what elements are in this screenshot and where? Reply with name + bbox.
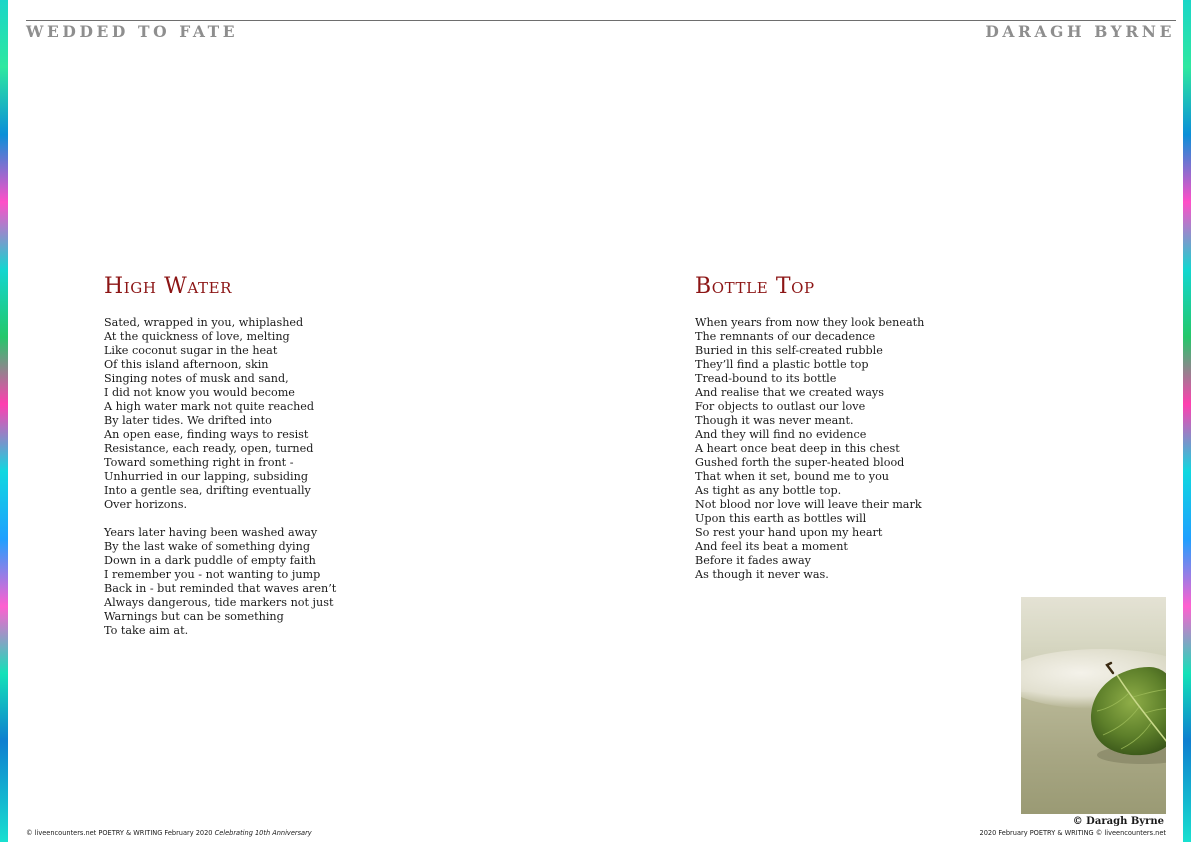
poem-line: I did not know you would become	[104, 386, 295, 399]
photo-credit: © Daragh Byrne	[1072, 816, 1164, 827]
footer-left-text: © liveencounters.net POETRY & WRITING February 2020	[26, 829, 215, 837]
poem-line: As though it never was.	[695, 568, 829, 581]
poem-line: A high water mark not quite reached	[104, 400, 315, 413]
poem-line: They’ll find a plastic bottle top	[695, 358, 869, 371]
poem-line: To take aim at.	[104, 624, 189, 637]
poem-line: Down in a dark puddle of empty faith	[104, 554, 316, 567]
poem-line: Before it fades away	[695, 554, 811, 567]
footer-left	[26, 829, 312, 837]
leaf-icon	[1021, 597, 1166, 814]
poem-stanza	[104, 526, 524, 638]
poem-line: Years later having been washed away	[104, 526, 318, 539]
poem-line: Unhurried in our lapping, subsiding	[104, 470, 309, 483]
poem-line: And they will find no evidence	[695, 428, 867, 441]
page-spread	[8, 0, 1183, 842]
poem-line: I remember you - not wanting to jump	[104, 568, 321, 581]
leaf-on-beach-photo	[1021, 597, 1166, 814]
poem-high-water	[104, 274, 524, 652]
poem-line: Warnings but can be something	[104, 610, 284, 623]
poem-line: Like coconut sugar in the heat	[104, 344, 278, 357]
poem-line: Gushed forth the super-heated blood	[695, 456, 905, 469]
left-decorative-edge	[0, 0, 8, 842]
poem-line: Resistance, each ready, open, turned	[104, 442, 314, 455]
poem-bottle-top	[695, 274, 1115, 596]
header-rule	[26, 20, 1176, 21]
running-head-right: DARAGH BYRNE	[985, 22, 1175, 41]
poem-line: Toward something right in front -	[104, 456, 294, 469]
poem-line: And realise that we created ways	[695, 386, 884, 399]
poem-line: When years from now they look beneath	[695, 316, 925, 329]
poem-line: Into a gentle sea, drifting eventually	[104, 484, 311, 497]
poem-line: Not blood nor love will leave their mark	[695, 498, 922, 511]
poem-line: By later tides. We drifted into	[104, 414, 272, 427]
poem-stanza	[695, 316, 1115, 582]
right-decorative-edge	[1183, 0, 1191, 842]
poem-line: Back in - but reminded that waves aren’t	[104, 582, 337, 595]
footer-right: 2020 February POETRY & WRITING © liveencounters.net	[979, 829, 1166, 837]
poem-line: Upon this earth as bottles will	[695, 512, 867, 525]
poem-line: So rest your hand upon my heart	[695, 526, 883, 539]
poem-title: High Water	[104, 274, 233, 299]
poem-line: By the last wake of something dying	[104, 540, 310, 553]
poem-line: Of this island afternoon, skin	[104, 358, 269, 371]
poem-line: At the quickness of love, melting	[104, 330, 290, 343]
poem-line: As tight as any bottle top.	[695, 484, 842, 497]
poem-line: That when it set, bound me to you	[695, 470, 890, 483]
poem-line: Singing notes of musk and sand,	[104, 372, 289, 385]
poem-title: Bottle Top	[695, 274, 815, 299]
running-head-left: WEDDED TO FATE	[26, 22, 239, 41]
poem-line: Buried in this self-created rubble	[695, 344, 883, 357]
poem-line: For objects to outlast our love	[695, 400, 866, 413]
poem-line: Over horizons.	[104, 498, 188, 511]
poem-line: An open ease, finding ways to resist	[104, 428, 309, 441]
poem-line: Sated, wrapped in you, whiplashed	[104, 316, 304, 329]
poem-line: Tread-bound to its bottle	[695, 372, 837, 385]
footer-left-italic: Celebrating 10th Anniversary	[214, 829, 312, 837]
poem-line: Always dangerous, tide markers not just	[104, 596, 334, 609]
poem-stanza	[104, 316, 524, 512]
poem-line: The remnants of our decadence	[695, 330, 876, 343]
poem-line: Though it was never meant.	[695, 414, 854, 427]
poem-line: And feel its beat a moment	[695, 540, 848, 553]
poem-line: A heart once beat deep in this chest	[695, 442, 900, 455]
